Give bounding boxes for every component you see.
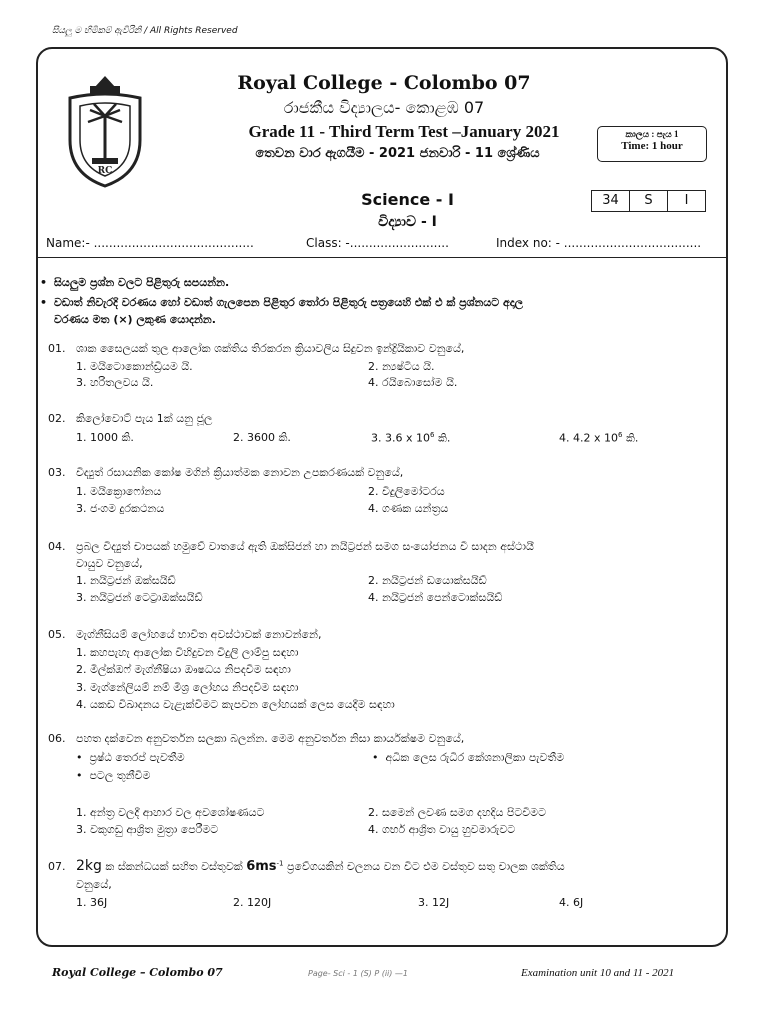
question-4-continued: වායුව වනුයේ, (76, 557, 143, 570)
option: 2. න්‍යෂ්ටිය යි. (368, 360, 435, 373)
option: 2. මිල්ක්ඔෆ් මැග්නීෂියා ඖෂධය නිපදවීම සඳහා (76, 663, 291, 676)
time-english: Time: 1 hour (621, 140, 683, 152)
option: 3. ජංගම දුරකථනය (76, 502, 165, 515)
option: 4. 6J (559, 896, 584, 909)
option: 2. සමෙන් ලවණ සමග දහදිය පිටවීමට (368, 806, 546, 819)
option: 4. ගණක යන්ත්‍රය (368, 502, 449, 515)
instruction-item-continued: වරණය මත (×) ලකුණ යොදන්න. (54, 313, 216, 326)
time-box (597, 126, 707, 162)
name-field-label: Name:- .......................................... (46, 236, 254, 250)
code-cell: S (630, 191, 668, 211)
instruction-item: • වඩාත් නිවැරදි වරණය හෝ වඩාත් ගැලපෙන පිළිතුර තෝරා පිළිතුරු පත්‍රයෙහි එක් එ ක් ප්‍රශ්නයට අදාල (40, 296, 524, 309)
option: 1. 36J (76, 896, 108, 909)
svg-text:RC: RC (97, 166, 113, 176)
footer-exam-unit: Examination unit 10 and 11 - 2021 (521, 967, 675, 979)
option: 1. මයික්‍රොෆෝනය (76, 485, 162, 498)
option: 4. යකඩ විඛාදනය වැළැක්වීමට කැපවන ලෝහයක් ලෙස යෙදීම සඳහා (76, 698, 395, 711)
option: 3. හරිතලවය යි. (76, 376, 154, 389)
question-5: 05. මැග්නීසියම් ලෝහයේ භාවිත අවස්ථාවක් නොවන්නේ, (48, 628, 322, 641)
option: 1. කහපැහැ ආලෝක විහිදුවන විදුලි ලාම්පු සඳහා (76, 646, 299, 659)
option: 3. 12J (418, 896, 450, 909)
option: 3. මැග්නේලියම් නම් මිශ්‍ර ලෝහය නිපදවීම සඳහා (76, 681, 299, 694)
option: 3. වකුගඩු ආශ්‍රිත මුත්‍රා පෙරීමට (76, 823, 219, 836)
question-2: 02. කිලෝවොට් පැය 1ක් යනු ජූල (48, 412, 213, 425)
option: 2. 3600 කි. (233, 431, 291, 444)
question-1: 01. ශාක සෛලයක් තුල ආලෝක ශක්තිය තිරකරන ක්‍රියාවලිය සිදුවන ඉන්ද්‍රියිකාව වනුයේ, (48, 342, 465, 355)
school-name-english: Royal College - Colombo 07 (237, 72, 531, 94)
option: 4. ගර්භ ආශ්‍රිත වායු හුවමාරුවට (368, 823, 516, 836)
exam-title: Grade 11 - Third Term Test –January 2021 (248, 122, 560, 141)
question-6: 06. පහත දක්වෙන අනුවර්තන සලකා බලන්න. මෙම අනුවර්තන නිසා කාර්යක්ෂම වනුයේ, (48, 732, 465, 745)
exam-title-sinhala: තෙවන වාර ඇගයීම - 2021 ජනවාරි - 11 ශ්‍රේණිය (255, 146, 540, 161)
option: 2. විදුලිමෝටරය (368, 485, 445, 498)
school-name-sinhala: රාජකීය විද්‍යාලය- කොළඹ 07 (283, 98, 485, 117)
time-sinhala: කාලය : පැය 1 (625, 129, 679, 139)
subject-title-sinhala: විද්‍යාව - I (378, 214, 437, 230)
question-7-continued: වනුයේ, (76, 878, 112, 891)
footer-page: Page- Sci - 1 (S) P (ii) —1 (308, 969, 409, 978)
bullet-item: • ප්‍රෂ්ඨ තෙරප් පැවතීම (76, 751, 185, 764)
code-cell: I (684, 193, 689, 208)
paper-code-box (591, 190, 706, 212)
instruction-item: • සියලුම ප්‍රශ්න වලට පිළිතුරු සපයන්න. (40, 276, 230, 289)
option: 1. නයිට්‍රජන් ඔක්සයිඩ් (76, 574, 176, 587)
footer-school: Royal College – Colombo 07 (52, 966, 223, 979)
option: 4. නයිට්‍රජන් පෙන්ටොක්සයිඩ් (368, 591, 503, 604)
divider (36, 257, 728, 258)
option: 2. 120J (233, 896, 272, 909)
option: 1. 1000 කි. (76, 431, 134, 444)
option: 4. රයිබොසෝම යි. (368, 376, 458, 389)
code-cell: 34 (592, 191, 630, 211)
option: 1. මයිටොකොන්ඩ්‍රියම යි. (76, 360, 193, 373)
question-7: 07. 2kg ක ස්කන්ධයක් සහිත වස්තුවක් $6ms^{-1}$ ප්‍රවේගයකින් චලනය වන විට එම වස්තුව සතු චාලක ශක්තිය (48, 858, 565, 874)
option: 1. අන්ත්‍ර වලදී ආහාර වල අවශෝෂණයට (76, 806, 265, 819)
option: 3. නයිට්‍රජන් ටෙට්‍රාඔක්සයිඩ් (76, 591, 203, 604)
class-field-label: Class: -.......................... (306, 236, 449, 250)
question-3: 03. විද්‍යුත් රසායනික කෝෂ මගින් ක්‍රියාත්මක නොවන උපකරණයක් වනුයේ, (48, 466, 404, 479)
option: 2. නයිට්‍රජන් ඩයොක්සයිඩ් (368, 574, 487, 587)
index-field-label: Index no: - .................................... (496, 236, 702, 250)
bullet-item: • අධික ලෙස රුධිර කේශනාලිකා පැවතීම (372, 751, 565, 764)
copyright-notice: සියලු ම හිමිකම් ඇවිරිනි / All Rights Reserved (52, 26, 238, 36)
subject-title: Science - I (361, 190, 454, 209)
question-4: 04. ප්‍රබල විද්‍යුත් චාපයක් හමුවේ වාතයේ ඇති ඔක්සිජන් හා නයිට්‍රජන් සමග සංයෝජනය වී සාදන අස්ථායී (48, 540, 534, 553)
option: 3. 3.6 x $10^6$ කි. (371, 431, 451, 445)
option: 4. 4.2 x $10^6$ කි. (559, 431, 639, 445)
bullet-item: • පටල තුනීවීම (76, 769, 151, 782)
